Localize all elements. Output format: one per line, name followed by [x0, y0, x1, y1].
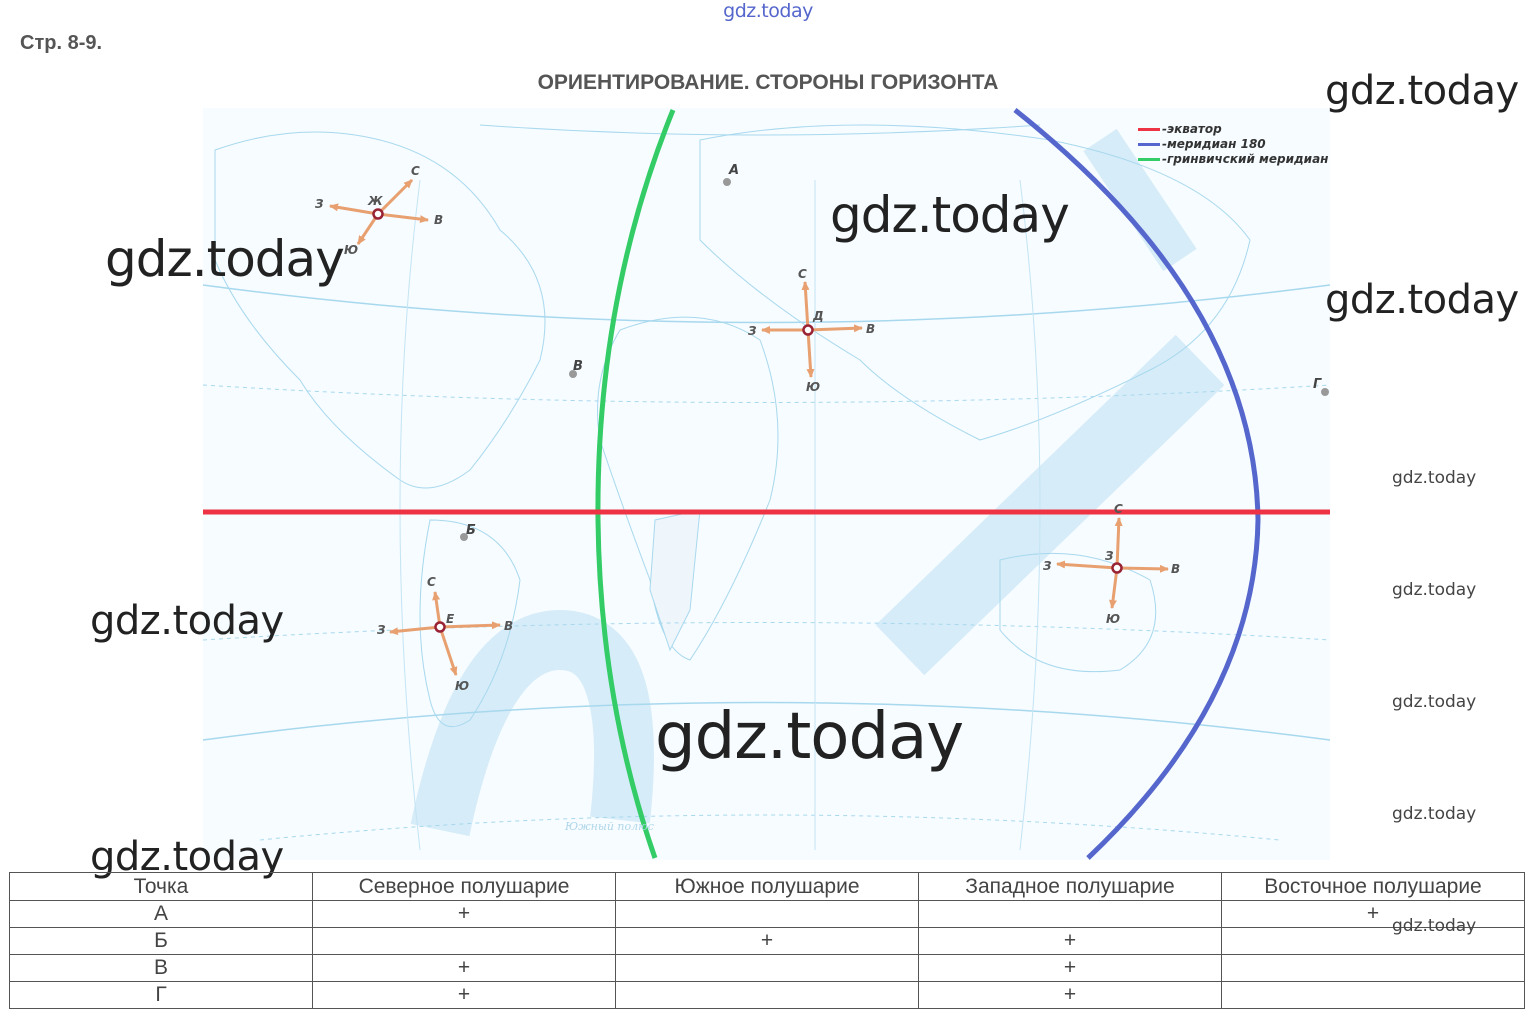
table-row [10, 901, 1525, 928]
table-cell: + [616, 928, 919, 955]
point-v-label: В [573, 359, 583, 374]
compass-z-center: З [1105, 549, 1114, 563]
watermark: gdz.today [1392, 804, 1477, 824]
header-point: Точка [10, 873, 313, 901]
table-cell [1222, 928, 1525, 955]
table-cell [919, 901, 1222, 928]
compass-z-west: З [1043, 559, 1052, 573]
compass-zh-north: С [411, 164, 420, 178]
compass-d-north: С [798, 267, 807, 281]
top-watermark: gdz.today [723, 0, 813, 22]
compass-e-south: Ю [455, 679, 470, 693]
point-a-label: А [729, 163, 740, 178]
table-cell: А [10, 901, 313, 928]
header-southern: Южное полушарие [616, 873, 919, 901]
compass-z-south: Ю [1106, 612, 1121, 626]
compass-e-center: Е [446, 612, 455, 626]
watermark: gdz.today [1325, 277, 1519, 323]
compass-zh-west: З [315, 197, 324, 211]
legend-greenwich [1138, 152, 1328, 166]
compass-d-center: Д [813, 309, 824, 323]
header-northern: Северное полушарие [313, 873, 616, 901]
table-cell [313, 928, 616, 955]
legend-greenwich-swatch [1138, 158, 1160, 161]
compass-z-east: В [1171, 562, 1181, 576]
compass-zh-east: В [434, 213, 444, 227]
table-cell: Б [10, 928, 313, 955]
legend-equator-swatch [1138, 128, 1160, 131]
map-caption: Южный полюс [565, 820, 654, 833]
compass-e-east: В [504, 619, 514, 633]
point-b-label: Б [466, 523, 476, 538]
hemisphere-table [9, 872, 1525, 1009]
table-cell [1222, 955, 1525, 982]
compass-e-north: С [427, 575, 436, 589]
watermark: gdz.today [90, 834, 284, 880]
table-cell: + [1222, 901, 1525, 928]
legend-equator [1138, 122, 1222, 136]
table-cell [616, 955, 919, 982]
watermark: gdz.today [1392, 692, 1477, 712]
legend-equator-label: -экватор [1162, 122, 1222, 136]
table-cell [616, 901, 919, 928]
compass-z-north: С [1114, 502, 1123, 516]
watermark: gdz.today [1392, 580, 1477, 600]
table-cell: + [919, 928, 1222, 955]
watermark: gdz.today [830, 186, 1069, 244]
point-g-label: Г [1313, 377, 1322, 392]
header-eastern: Восточное полушарие [1222, 873, 1525, 901]
watermark: gdz.today [1392, 916, 1477, 936]
compass-d-west: З [748, 324, 757, 338]
map-title: ОРИЕНТИРОВАНИЕ. СТОРОНЫ ГОРИЗОНТА [537, 71, 999, 94]
watermark: gdz.today [1392, 468, 1477, 488]
watermark: gdz.today [1325, 68, 1519, 114]
table-row [10, 955, 1525, 982]
table-row [10, 982, 1525, 1009]
compass-e-west: З [377, 623, 386, 637]
table-cell [1222, 982, 1525, 1009]
table-cell: В [10, 955, 313, 982]
table-cell: + [919, 982, 1222, 1009]
legend-meridian-180-swatch [1138, 143, 1160, 146]
legend-meridian-180 [1138, 137, 1266, 151]
compass-zh-south: Ю [344, 243, 359, 257]
table-cell [616, 982, 919, 1009]
watermark: gdz.today [655, 700, 964, 774]
watermark: gdz.today [90, 598, 284, 644]
header-western: Западное полушарие [919, 873, 1222, 901]
table-row [10, 928, 1525, 955]
legend-greenwich-label: -гринвичский меридиан [1162, 152, 1329, 166]
compass-d-south: Ю [806, 380, 821, 394]
page-label: Стр. 8-9. [20, 32, 103, 54]
table-cell: + [313, 955, 616, 982]
table-cell: + [313, 982, 616, 1009]
table-cell: + [919, 955, 1222, 982]
compass-zh-center: Ж [368, 194, 383, 208]
watermark: gdz.today [105, 230, 344, 288]
compass-d-east: В [866, 322, 876, 336]
legend-meridian-180-label: -меридиан 180 [1162, 137, 1266, 151]
table-cell: Г [10, 982, 313, 1009]
table-header-row [10, 873, 1525, 901]
table-cell: + [313, 901, 616, 928]
